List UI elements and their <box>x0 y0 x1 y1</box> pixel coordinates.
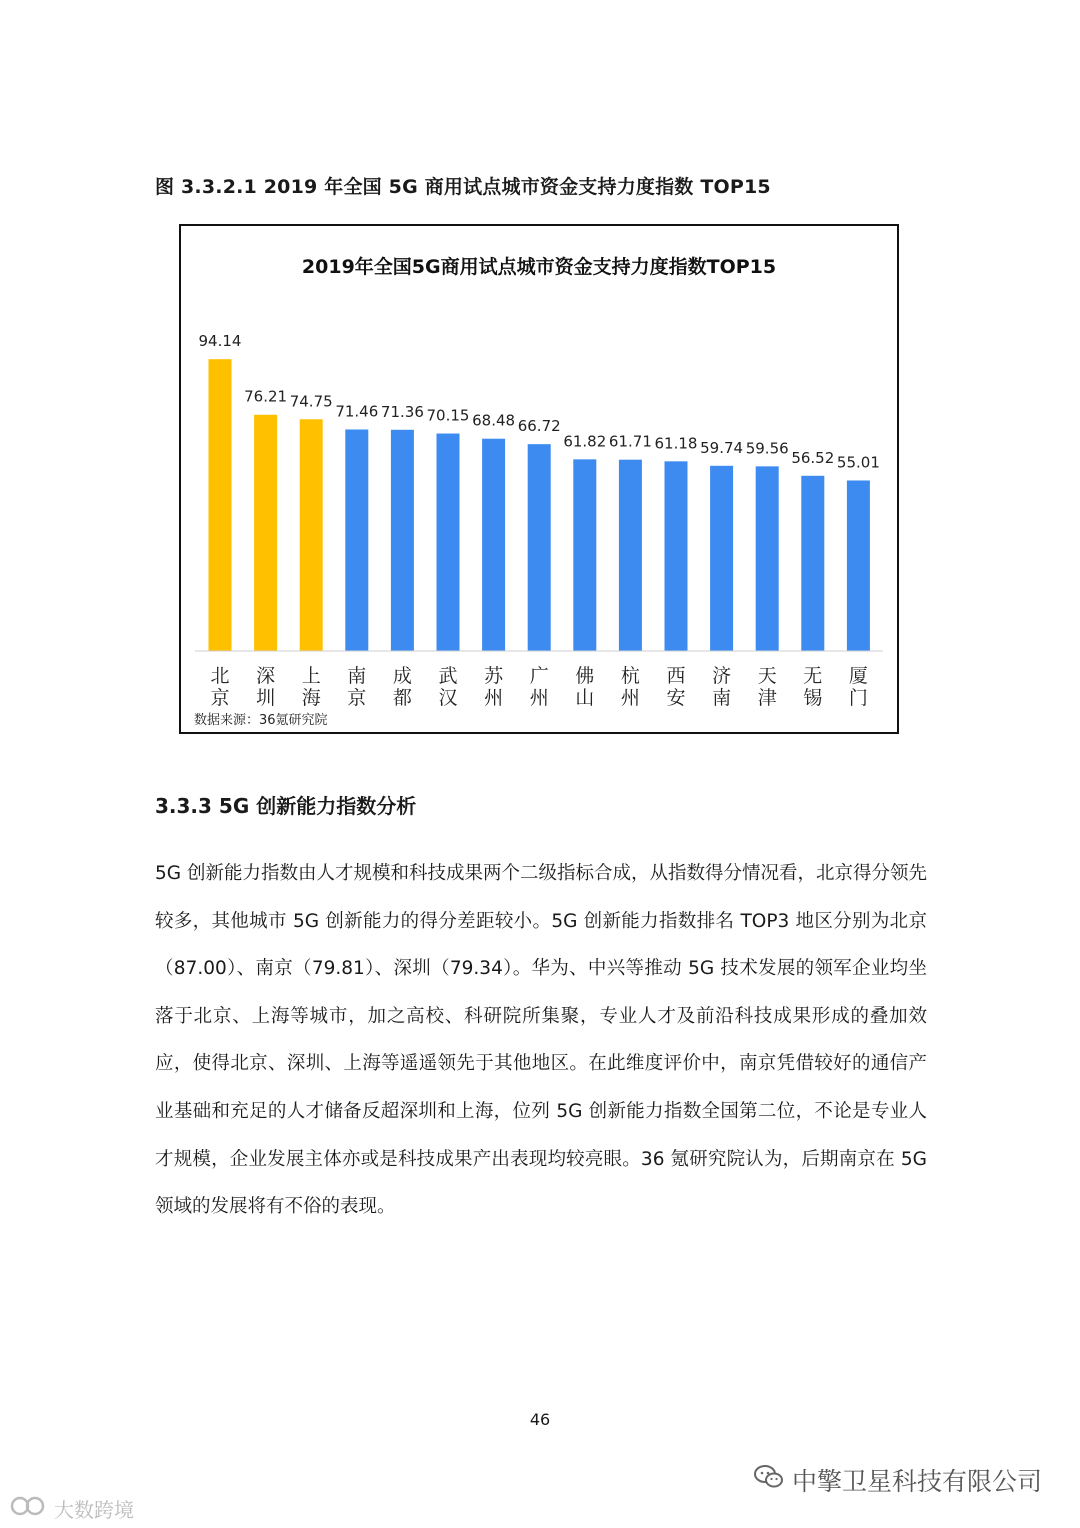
value-label-6: 68.48 <box>472 411 516 430</box>
bar-10 <box>665 461 688 651</box>
value-label-1: 76.21 <box>244 387 288 406</box>
value-label-8: 61.82 <box>563 432 607 451</box>
value-label-12: 59.56 <box>745 439 789 458</box>
bar-7 <box>528 444 551 651</box>
section-heading: 3.3.3 5G 创新能力指数分析 <box>155 794 417 818</box>
category-label-2: 上海 <box>301 665 321 709</box>
value-label-7: 66.72 <box>517 417 561 436</box>
category-label-7: 广州 <box>529 665 549 709</box>
value-label-4: 71.36 <box>380 402 424 421</box>
watermark-company-text: 中擎卫星科技有限公司 <box>791 1467 1042 1496</box>
bar-6 <box>482 439 505 651</box>
value-label-9: 61.71 <box>608 432 652 451</box>
bar-12 <box>756 466 779 651</box>
chart-svg <box>181 226 897 732</box>
chart-title: 2019年全国5G商用试点城市资金支持力度指数TOP15 <box>301 256 777 278</box>
bar-3 <box>345 429 368 651</box>
bar-0 <box>209 359 232 651</box>
bar-9 <box>619 460 642 651</box>
category-label-3: 南京 <box>347 665 367 709</box>
bar-8 <box>573 459 596 651</box>
category-label-0: 北京 <box>210 665 230 709</box>
value-label-0: 94.14 <box>198 332 242 351</box>
category-label-6: 苏州 <box>484 665 504 709</box>
category-label-14: 厦门 <box>848 665 868 709</box>
chart-source: 数据来源：36氪研究院 <box>194 713 328 728</box>
value-label-14: 55.01 <box>836 453 880 472</box>
bar-4 <box>391 430 414 651</box>
bar-chart <box>179 224 899 734</box>
value-label-10: 61.18 <box>654 434 698 453</box>
category-label-9: 杭州 <box>620 665 640 709</box>
bar-1 <box>254 415 277 651</box>
bar-11 <box>710 466 733 651</box>
value-label-3: 71.46 <box>335 402 379 421</box>
value-label-13: 56.52 <box>791 448 835 467</box>
category-label-11: 济南 <box>712 665 732 709</box>
brand-logo-icon <box>10 1495 50 1522</box>
value-label-5: 70.15 <box>426 406 470 425</box>
category-label-8: 佛山 <box>575 665 595 709</box>
bar-14 <box>847 480 870 651</box>
figure-caption: 图 3.3.2.1 2019 年全国 5G 商用试点城市资金支持力度指数 TOP15 <box>155 176 771 198</box>
category-label-5: 武汉 <box>438 665 458 709</box>
watermark-brand-text: 大数跨境 <box>54 1498 134 1522</box>
category-label-12: 天津 <box>757 665 777 709</box>
bar-13 <box>801 476 824 651</box>
watermark-brand <box>10 1494 134 1523</box>
value-label-2: 74.75 <box>289 392 333 411</box>
watermark-company <box>754 1462 1042 1498</box>
wechat-icon <box>754 1464 784 1496</box>
body-paragraph: 5G 创新能力指数由人才规模和科技成果两个二级指标合成，从指数得分情况看，北京得分领先较多，其他城市 5G 创新能力的得分差距较小。5G 创新能力指数排名 TOP3 地区分别为北京（87.00）、南京（79.81）、深圳（79.34）。华为、中兴等推动 5G 技术发展的领军企业均坐落于北京、上海等城市，加之高校、科研院所集聚，专业人才及前沿科技成果形成的叠加效应，使得北京、深圳、上海等遥遥领先于其他地区。在此维度评价中，南京凭借较好的通信产业基础和充足的人才储备反超深圳和上海，位列 5G 创新能力指数全国第二位，不论是专业人才规模，企业发展主体亦或是科技成果产出表现均较亮眼。36 氪研究院认为，后期南京在 5G 领域的发展将有不俗的表现。 <box>155 863 927 1218</box>
category-label-13: 无锡 <box>803 665 823 709</box>
category-label-4: 成都 <box>392 665 412 709</box>
value-label-11: 59.74 <box>700 438 744 457</box>
bar-2 <box>300 419 323 651</box>
category-label-1: 深圳 <box>256 665 276 709</box>
category-label-10: 西安 <box>666 665 686 709</box>
bar-5 <box>437 434 460 651</box>
page-number: 46 <box>529 1410 551 1429</box>
